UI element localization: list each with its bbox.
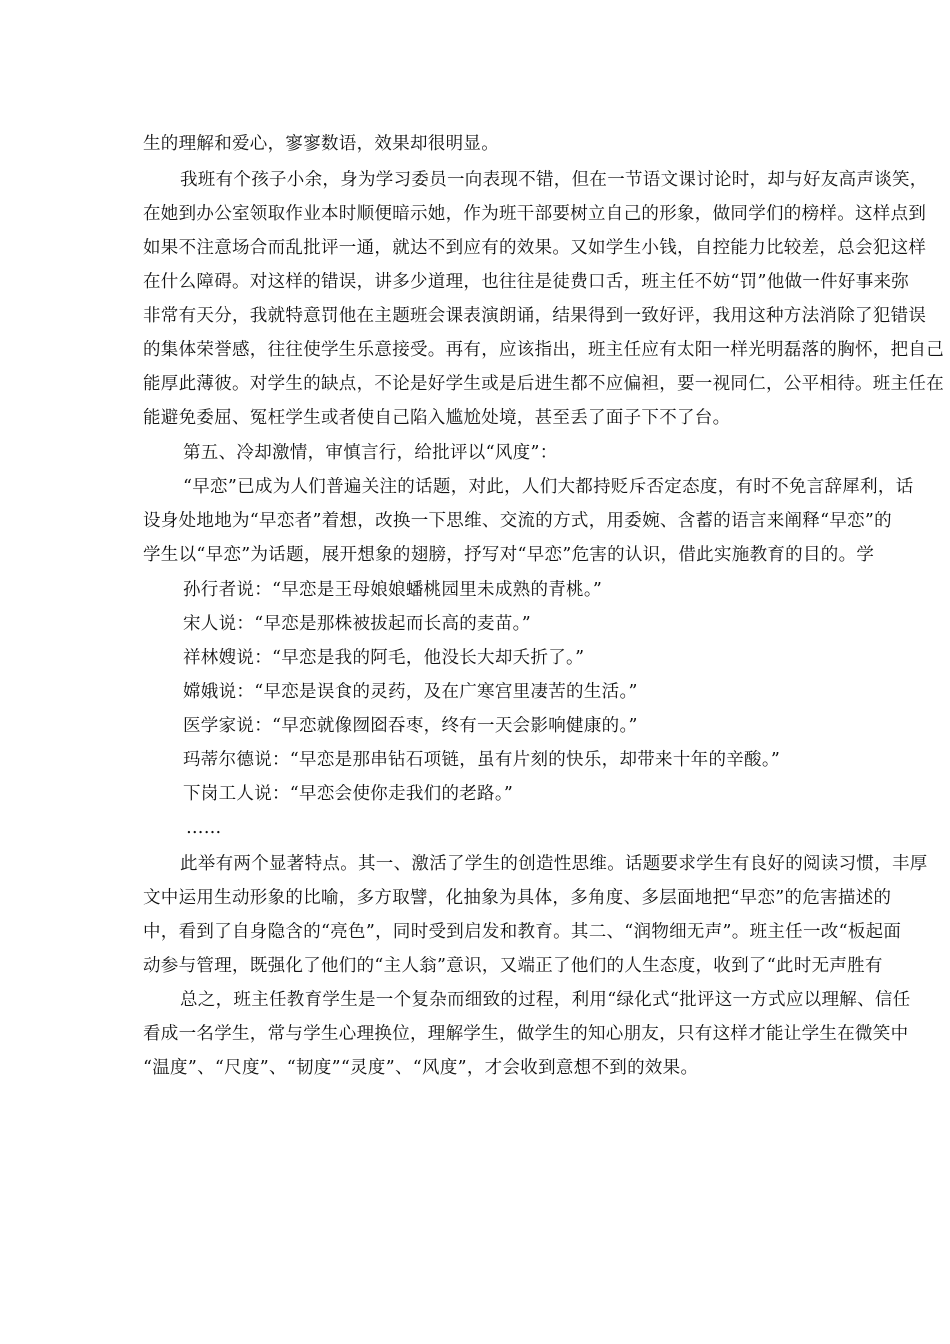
quote-line: 玛蒂尔德说：“早恋是那串钻石项链，虽有片刻的快乐，却带来十年的辛酸。” <box>183 750 781 770</box>
ellipsis-line: …… <box>186 818 222 838</box>
text-line: 设身处地地为“早恋者”着想，改换一下思维、交流的方式，用委婉、含蓄的语言来阐释“早恋”的 <box>143 511 892 531</box>
text-line: “早恋”已成为人们普遍关注的话题，对此，人们大都持贬斥否定态度，有时不免言辞犀利，话 <box>183 477 914 497</box>
text-line: 能避免委屈、冤枉学生或者使自己陷入尴尬处境，甚至丢了面子下不了台。 <box>143 408 731 428</box>
text-line: 总之，班主任教育学生是一个复杂而细致的过程，利用“绿化式“批评这一方式应以理解、信任 <box>180 990 911 1010</box>
text-line: 在她到办公室领取作业本时顺便暗示她，作为班干部要树立自己的形象，做同学们的榜样。这样点到 <box>143 204 927 224</box>
quote-line: 孙行者说：“早恋是王母娘娘蟠桃园里未成熟的青桃。” <box>183 580 603 600</box>
text-line: 生的理解和爱心，寥寥数语，效果却很明显。 <box>143 134 499 154</box>
quote-line: 医学家说：“早恋就像囫囵吞枣，终有一天会影响健康的。” <box>183 716 638 736</box>
text-line: 非常有天分，我就特意罚他在主题班会课表演朗诵，结果得到一致好评，我用这种方法消除了犯错误 <box>143 306 927 326</box>
text-line: 在什么障碍。对这样的错误，讲多少道理，也往往是徒费口舌，班主任不妨“罚”他做一件好事来弥 <box>143 272 910 292</box>
text-line: 学生以“早恋”为话题，展开想象的翅膀，抒写对“早恋”危害的认识，借此实施教育的目的。学 <box>143 545 875 565</box>
text-line: 文中运用生动形象的比喻，多方取譬，化抽象为具体，多角度、多层面地把“早恋”的危害描述的 <box>143 888 892 908</box>
quote-line: 宋人说：“早恋是那株被拔起而长高的麦苗。” <box>183 614 531 634</box>
text-line: 动参与管理，既强化了他们的“主人翁”意识，又端正了他们的人生态度，收到了“此时无声胜有 <box>143 956 883 976</box>
text-line: 中，看到了自身隐含的“亮色”，同时受到启发和教育。其二、“润物细无声”。班主任一改“板起面 <box>143 922 902 942</box>
text-line: 能厚此薄彼。对学生的缺点，不论是好学生或是后进生都不应偏袒，要一视同仁，公平相待。班主任在 <box>143 374 944 394</box>
text-line: 我班有个孩子小余，身为学习委员一向表现不错，但在一节语文课讨论时，却与好友高声谈笑， <box>180 170 928 190</box>
text-line: 此举有两个显著特点。其一、激活了学生的创造性思维。话题要求学生有良好的阅读习惯，丰厚 <box>180 854 928 874</box>
quote-line: 嫦娥说：“早恋是误食的灵药，及在广寒宫里凄苦的生活。” <box>183 682 638 702</box>
text-line: “温度”、“尺度”、“韧度”“灵度”、“风度”，才会收到意想不到的效果。 <box>143 1058 699 1078</box>
text-line: 如果不注意场合而乱批评一通，就达不到应有的效果。又如学生小钱，自控能力比较差，总会犯这样 <box>143 238 927 258</box>
quote-line: 下岗工人说：“早恋会使你走我们的老路。” <box>183 784 514 804</box>
text-line: 看成一名学生，常与学生心理换位，理解学生，做学生的知心朋友，只有这样才能让学生在微笑中 <box>143 1024 909 1044</box>
section-heading: 第五、冷却激情，审慎言行，给批评以“风度”： <box>183 443 558 463</box>
text-line: 的集体荣誉感，往往使学生乐意接受。再有，应该指出，班主任应有太阳一样光明磊落的胸怀，把自己 <box>143 340 944 360</box>
quote-line: 祥林嫂说：“早恋是我的阿毛，他没长大却夭折了。” <box>183 648 585 668</box>
